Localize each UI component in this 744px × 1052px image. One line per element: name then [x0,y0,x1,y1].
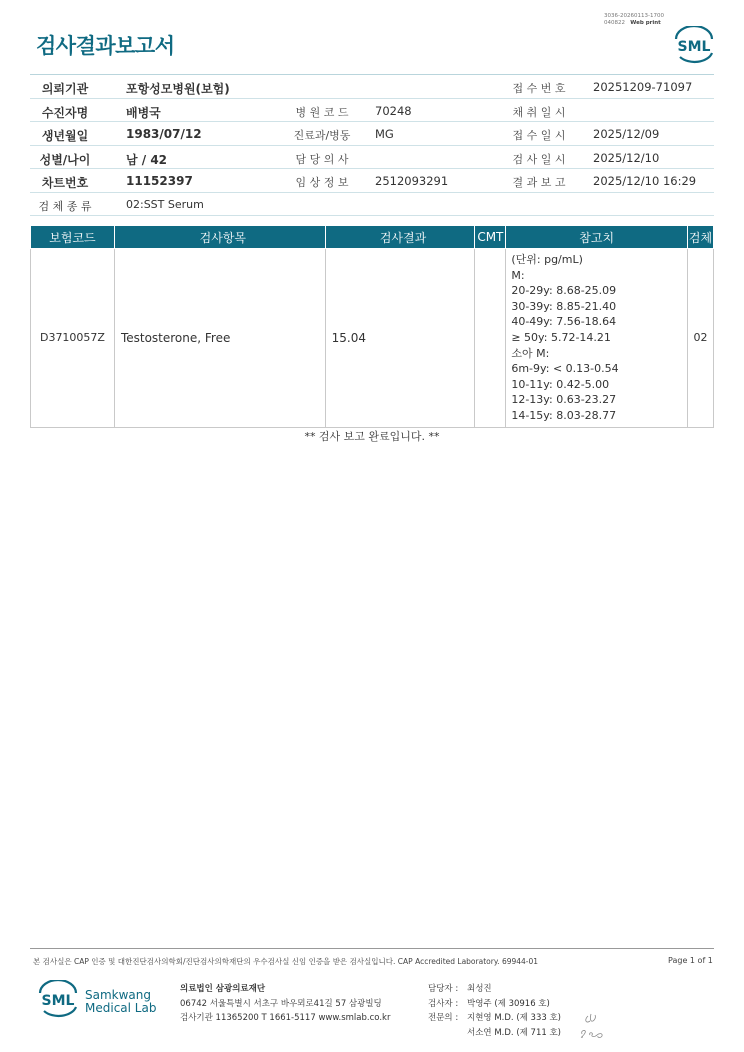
staff-line [428,982,561,997]
info-value: 70248 [375,103,412,118]
info-label: 임 상 정 보 [295,176,349,189]
brand-line1: Samkwang [85,988,151,1002]
page-number: Page 1 of 1 [668,956,713,965]
info-label: 병 원 코 드 [295,105,349,119]
report-title: 검사결과보고서 [36,34,175,58]
info-value: 11152397 [126,174,193,188]
info-row [30,169,714,193]
table-row [31,249,714,428]
info-label: 검 체 종 류 [38,199,92,213]
print-info-line1: 3036-20260113-1700 [604,13,664,19]
logo-text: SML [677,39,711,55]
reference-line: 6m-9y: < 0.13-0.54 [511,362,619,376]
info-label: 생년월일 [41,129,89,143]
info-label: 진료과/병동 [293,129,351,142]
cell-specimen: 02 [688,249,714,428]
info-row [30,193,714,217]
reference-line: 40-49y: 7.56-18.64 [511,315,617,329]
info-value: 20251209-71097 [593,80,693,94]
footer-divider [30,948,714,949]
cell-reference [506,249,688,428]
info-value: 2512093291 [375,174,449,188]
header-specimen: 검체 [688,226,714,249]
reference-line: ≥ 50y: 5.72-14.21 [511,330,611,344]
info-value: 포항성모병원(보험) [126,82,230,96]
reference-line: 30-39y: 8.85-21.40 [511,299,617,313]
staff-name: 지현영 M.D. (제 333 호) [467,1013,562,1023]
sml-logo-icon [672,26,716,64]
print-info-label: Web print [630,20,661,26]
info-value: 02:SST Serum [126,197,204,211]
info-label: 성별/나이 [39,152,91,167]
info-label: 결 과 보 고 [512,176,566,189]
info-label: 채 취 일 시 [512,105,566,119]
info-value: MG [375,127,394,141]
cell-item: Testosterone, Free [114,249,325,428]
reference-line: (단위: pg/mL) [511,253,583,266]
info-label: 차트번호 [41,176,89,190]
reference-line: 20-29y: 8.68-25.09 [511,284,617,298]
staff-name: 최성진 [467,984,492,994]
result-table [30,225,714,428]
reference-line: 14-15y: 8.03-28.77 [511,408,617,422]
staff-role: 전문의 : [428,1013,459,1023]
info-value: 2025/12/10 [593,150,660,165]
result-table-header [31,226,714,249]
staff-line [428,1011,561,1026]
staff-list [428,982,561,1040]
staff-line [428,1026,561,1041]
org-address: 06742 서울특별시 서초구 바우뫼로41길 57 삼광빌딩 [180,998,382,1009]
staff-role: 담당자 : [428,984,459,994]
info-label: 수진자명 [41,105,89,120]
info-value: 배병국 [126,105,161,120]
sml-footer-logo-icon [36,980,80,1018]
header-cmt: CMT [475,226,506,249]
reference-line: 12-13y: 0.63-23.27 [511,393,617,407]
cell-code: D3710057Z [31,249,115,428]
cell-cmt [475,249,506,428]
signature-icon [578,1008,610,1042]
staff-line [428,997,561,1012]
info-row [30,99,714,123]
brand-name [85,989,156,1014]
staff-role: 검사자 : [428,998,459,1009]
header-result: 검사결과 [325,226,475,249]
info-value: 2025/12/10 16:29 [593,174,697,188]
reference-line: 10-11y: 0.42-5.00 [511,377,610,391]
patient-info-table [30,74,714,216]
info-value: 남 / 42 [126,152,168,167]
info-label: 의뢰기관 [41,82,89,96]
organization-info [180,982,390,1026]
info-row [30,122,714,146]
brand-line2: Medical Lab [85,1000,157,1015]
header-code: 보험코드 [31,226,115,249]
info-value: 2025/12/09 [593,127,660,141]
reference-line: M: [511,268,525,282]
info-label: 검 사 일 시 [512,152,566,166]
staff-name: 서소연 M.D. (제 711 호) [467,1027,562,1038]
info-row [30,75,714,99]
header-reference: 참고치 [506,226,688,249]
info-row [30,146,714,170]
info-label: 접 수 일 시 [512,129,566,142]
info-label: 접 수 번 호 [512,82,566,95]
info-label: 담 당 의 사 [295,152,349,166]
org-name: 의료법인 삼광의료재단 [180,984,266,994]
org-contact: 검사기관 11365200 T 1661-5117 www.smlab.co.kr [180,1013,391,1023]
cell-result: 15.04 [325,249,475,428]
print-info-code: 040822 [604,20,625,26]
info-value: 1983/07/12 [126,127,202,141]
accreditation-note: 본 검사실은 CAP 인증 및 대한진단검사의학회/진단검사의학재단의 우수검사실 신임 인증을 받은 검사실입니다. CAP Accredited Laboratory. 69944-01 [33,957,539,966]
header-item: 검사항목 [114,226,325,249]
report-complete-message: ** 검사 보고 완료입니다. ** [304,430,440,443]
footer-logo-text: SML [41,993,75,1009]
print-info [604,13,664,27]
reference-line: 소아 M: [511,346,550,360]
staff-name: 박영주 (제 30916 호) [467,998,550,1009]
